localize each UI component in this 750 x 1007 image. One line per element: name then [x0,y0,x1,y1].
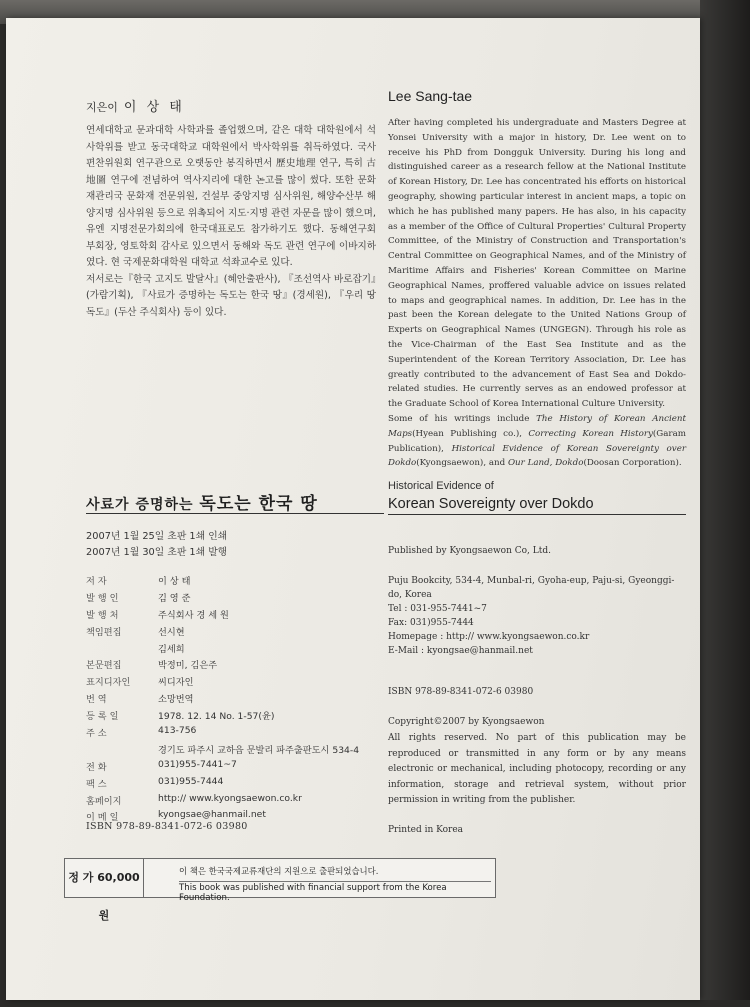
rights-statement: All rights reserved. No part of this publication may be reproduced or transmitted in any form or by any means electronic or mechanical, including photocopy, recording or any information, storage and retrieval system, without prior permission in writing from the publisher. [388,733,686,805]
credit-label: 책임편집 [86,626,122,638]
bio-ko-paragraph-1: 연세대학교 문과대학 사학과를 졸업했으며, 같은 대학 대학원에서 석사학위를 받고 동국대학교 대학원에서 박사학위를 취득하였다. 국사편찬위원회 연구관으로 오랫동안 봉직하면서 歷史地理 연구, 특히 古地圖 연구에 전념하여 역사지리에 대한 논고를 많이 썼다. 또한 문화재관리국 문화재 전문위원, 건설부 중앙지명 심사위원, 해양수산부 해양지명 심사위원 등으로 위촉되어 지도·지명 관련 자문을 많이 했으며, 유엔 지명전문가회의에 한국대표로도 참가하기도 했다. 동해연구회 부회장, 영토학회 감사로 있으면서 동해와 독도 관련 연구에 이바지하였다. 현 국제문화대학원 대학교 석좌교수로 있다. [86,125,376,268]
credit-row [86,691,359,708]
book-title-1: The History of Korean Ancient Maps [388,413,686,439]
publisher-email: E-Mail : kyongsae@hanmail.net [388,646,533,656]
credit-value: 031)955-7444 [158,775,224,787]
author-name-ko: 이 상 태 [123,100,185,115]
bio-ko [86,123,376,321]
book-title-3: Historical Evidence of Korean Sovereignty over Dokdo [388,443,686,469]
credit-label: 발 행 인 [86,592,119,604]
print-date: 2007년 1월 25일 초판 1쇄 인쇄 [86,531,228,542]
credit-value: 박정미, 김은주 [158,660,218,672]
credit-label [86,641,158,658]
publisher-address: Puju Bookcity, 534-4, Munbal-ri, Gyoha-eup, Paju-si, Gyeonggi-do, Korea [388,576,675,600]
book-publisher-3: (Kyongsaewon), and [416,458,508,469]
price-label: 정 가 60,000원 [65,859,144,897]
credit-value: 413-756 [158,725,197,737]
bio-en-paragraph-1: After having completed his undergraduate and Masters Degree at Yonsei University with a major in history, Dr. Lee went on to receive his PhD from Dongguk University. During his long and distinguished career as a research fellow at the National Institute of Korean History, Dr. Lee has concentrated his efforts on historical geography, showing particular interest in ancient maps, a topic on which he has published many papers. He has also, in his capacity as a member of the Office of Cultural Properties' Cultural Property Committee, of the Ministry of Construction and Transportation's Central Committee on Geographical Names, and of the Ministry of Maritime Affairs and Fisheries' Korean Committee on Marine Geographical Names, proffered valuable advice on issues related to maps and geographical names. In addition, Dr. Lee has in the past been the Korean delegate to the United Nations Group of Experts on Geographical Names (UNGEGN). Through his role as the Vice-Chairman of the East Sea Institute and as the Superintendent of the Korean Territory Association, Dr. Lee has greatly contributed to the advancement of East Sea and Dokdo-related studies. He currently serves as an endowed professor at the Graduate School of Korea International Culture University. [388,118,686,410]
bio-en-lead: Some of his writings include [388,413,537,424]
credit-label: 이 메 일 [86,812,119,824]
bio-en [388,116,686,471]
credit-label: 주 소 [86,728,107,740]
background-right [700,0,750,1000]
publisher-homepage: Homepage : http:// www.kyongsaewon.co.kr [388,632,590,642]
book-title-ko-part2: 독도는 한국 땅 [199,494,318,514]
publisher-fax: Fax: 031)955-7444 [388,618,474,628]
credit-label: 전 화 [86,761,107,773]
credit-value: 선시현 [158,626,185,638]
credit-value: 김 영 준 [158,592,191,604]
credit-label: 저 자 [86,576,107,587]
bio-en-paragraph-2 [388,412,686,471]
credit-row [86,674,359,691]
book-publisher-4: (Doosan Corporation). [583,458,682,469]
book-publisher-1: (Hyean Publishing co.), [412,428,529,439]
book-title-ko [86,489,384,514]
credit-label: 표지디자인 [86,677,131,689]
credit-value: kyongsae@hanmail.net [158,809,266,821]
published-by: Published by Kyongsaewon Co, Ltd. [388,546,551,556]
credit-value: http:// www.kyongsaewon.co.kr [158,792,302,804]
credit-label: 홈페이지 [86,795,122,807]
credit-value: 주식회사 경 세 원 [158,609,229,621]
credit-value: 소망번역 [158,694,194,706]
book-publisher-2: (Garam Publication), [388,428,686,454]
credit-label: 등 록 일 [86,711,119,723]
credit-value: 경기도 파주시 교하읍 문발리 파주출판도시 534-4 [158,744,360,756]
credit-value: 김세희 [158,643,185,655]
book-page [6,18,700,1000]
credit-value: 씨디자인 [158,677,194,689]
publisher-tel: Tel : 031-955-7441~7 [388,604,487,614]
credit-row [86,641,359,658]
credit-value: 1978. 12. 14 No. 1-57(윤) [158,711,275,723]
credit-value: 031)955-7441~7 [158,758,237,770]
credit-row [86,657,359,674]
issue-date: 2007년 1월 30일 초판 1쇄 발행 [86,547,228,558]
author-label: 지은이 [86,101,118,114]
credit-row [86,573,359,590]
credit-label [86,742,158,759]
copyright: Copyright©2007 by Kyongsaewon [388,717,545,727]
publication-dates [86,529,227,561]
book-title-2: Correcting Korean History [528,428,653,439]
credit-row [86,708,359,725]
credit-row [86,590,359,607]
credit-row [86,776,359,793]
printed-in: Printed in Korea [388,825,464,835]
bio-ko-paragraph-2: 저서로는『한국 고지도 발달사』(혜안출판사), 『조선역사 바로잡기』(가람기획), 『사료가 증명하는 독도는 한국 땅』(경세원), 『우리 땅 독도』(두산 주식회사) 등이 있다. [86,273,376,318]
credit-label: 번 역 [86,694,107,706]
credit-label: 발 행 처 [86,609,119,621]
publisher-contact [388,574,686,658]
funding-note-ko: 이 책은 한국국제교류재단의 지원으로 출판되었습니다. [179,866,379,876]
credits-table [86,573,359,826]
book-title-4: Our Land, Dokdo [507,458,584,469]
credit-label: 팩 스 [86,778,107,790]
book-title-en-line1: Historical Evidence of [388,480,494,492]
credit-row [86,742,359,759]
book-title-ko-part1: 사료가 증명하는 [86,497,200,513]
author-ko [86,96,185,115]
funding-note-en: This book was published with financial support from the Korea Foundation. [179,881,491,903]
author-name-en: Lee Sang-tae [388,88,473,104]
book-title-en-line2: Korean Sovereignty over Dokdo [388,496,686,515]
credit-label: 본문편집 [86,660,122,672]
credit-row [86,793,359,810]
isbn-en: ISBN 978-89-8341-072-6 03980 [388,687,534,697]
price-box [64,858,496,922]
credit-row [86,725,359,742]
credit-value: 이 상 태 [158,576,191,587]
isbn-ko: ISBN 978-89-8341-072-6 03980 [86,821,248,832]
credit-row [86,607,359,624]
credit-row [86,759,359,776]
credit-row [86,624,359,641]
